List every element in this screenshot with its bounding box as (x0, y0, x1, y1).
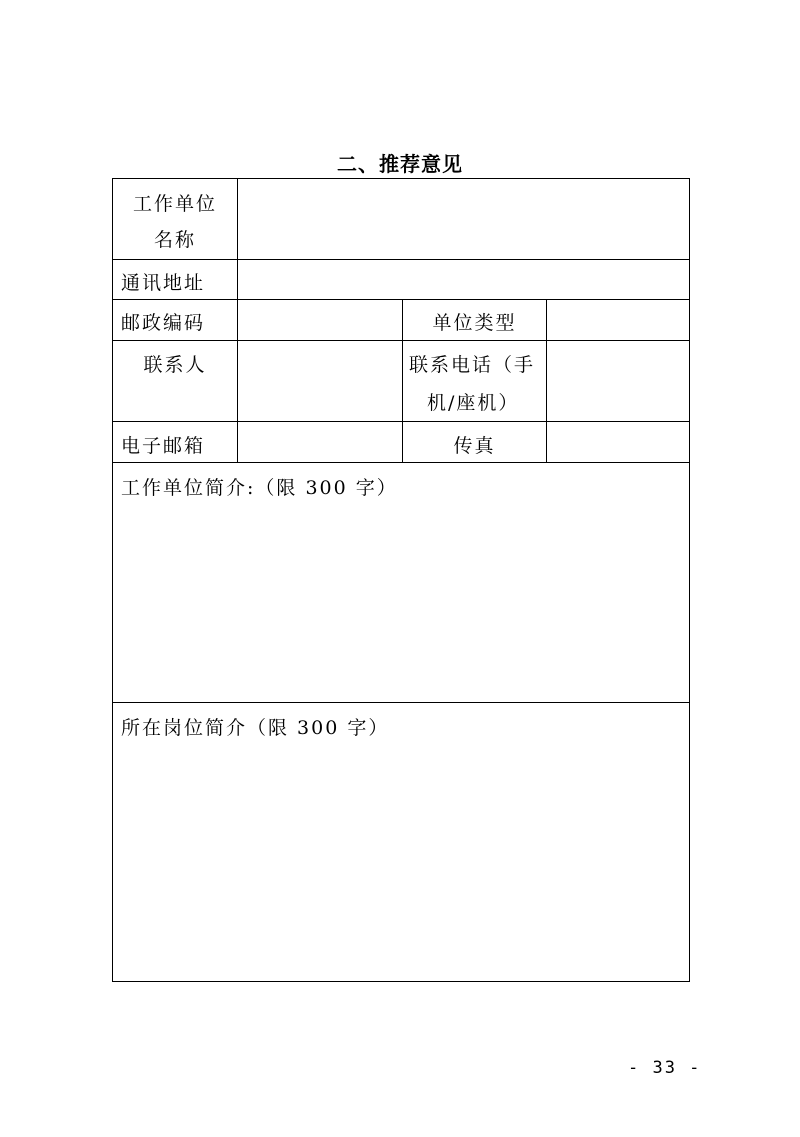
page-title: 二、推荐意见 (337, 152, 463, 176)
contact-phone-field[interactable] (548, 342, 689, 420)
unit-type-label: 单位类型 (432, 312, 517, 334)
column-divider (237, 179, 238, 462)
section-divider (113, 702, 689, 703)
row-divider (113, 421, 689, 422)
contact-person-field[interactable] (239, 342, 401, 420)
email-label: 电子邮箱 (121, 435, 206, 457)
postal-code-field[interactable] (239, 301, 401, 339)
column-divider (546, 299, 547, 462)
work-unit-name-label-2: 名称 (153, 229, 196, 251)
fax-field[interactable] (548, 423, 689, 461)
work-unit-name-field[interactable] (239, 179, 689, 258)
position-intro-label: 所在岗位简介（限 300 字） (121, 717, 390, 739)
contact-phone-label-2: 机/座机） (427, 392, 520, 414)
email-field[interactable] (239, 423, 401, 461)
unit-intro-label: 工作单位简介:（限 300 字） (121, 477, 398, 499)
contact-person-label: 联系人 (143, 354, 207, 376)
mailing-address-label: 通讯地址 (121, 272, 206, 294)
recommendation-form (112, 178, 690, 982)
unit-intro-field[interactable] (113, 509, 689, 699)
position-intro-field[interactable] (113, 749, 689, 979)
fax-label: 传真 (453, 435, 496, 457)
unit-type-field[interactable] (548, 301, 689, 339)
postal-code-label: 邮政编码 (121, 312, 206, 334)
mailing-address-field[interactable] (239, 260, 689, 298)
work-unit-name-label: 工作单位 (132, 193, 217, 215)
page-number: - 33 - (628, 1058, 702, 1078)
contact-phone-label: 联系电话（手 (409, 354, 536, 376)
